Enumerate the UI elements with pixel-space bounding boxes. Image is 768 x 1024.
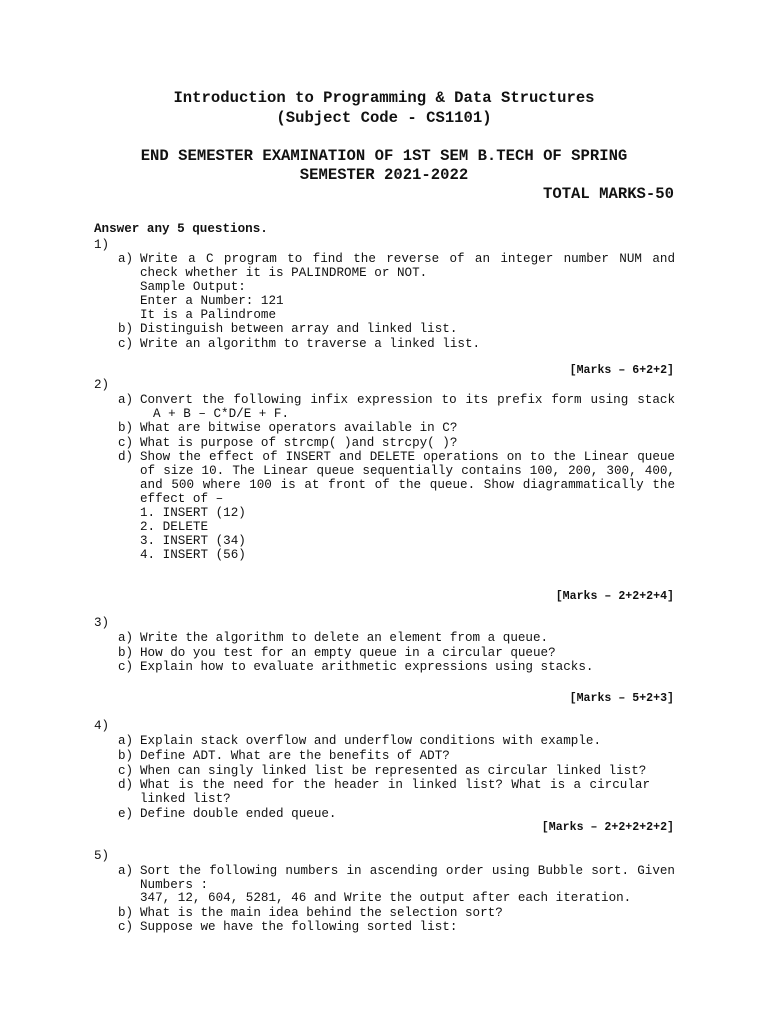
q1a-line1: Write a C program to find the reverse of an integer number NUM and bbox=[140, 252, 675, 266]
q4-marks: [Marks – 2+2+2+2+2] bbox=[541, 821, 674, 834]
total-marks: TOTAL MARKS-50 bbox=[542, 185, 674, 203]
q4e-text: Define double ended queue. bbox=[140, 807, 337, 821]
q3a-text: Write the algorithm to delete an element from a queue. bbox=[140, 631, 549, 645]
exam-title-line2: SEMESTER 2021-2022 bbox=[299, 166, 469, 184]
q2d-line3: and 500 where 100 is at front of the queue. Show diagrammatically the bbox=[140, 478, 675, 492]
q2d-op-2: 2. DELETE bbox=[140, 520, 209, 534]
q2c-label: c) bbox=[118, 436, 134, 450]
q3c-label: c) bbox=[118, 660, 134, 674]
question-4-number: 4) bbox=[94, 719, 110, 733]
q2b-text: What are bitwise operators available in C? bbox=[140, 421, 458, 435]
q2d-line2: of size 10. The Linear queue sequentially contains 100, 200, 300, 400, bbox=[140, 464, 675, 478]
q5a-line1: Sort the following numbers in ascending order using Bubble sort. Given bbox=[140, 864, 675, 878]
q1c-text: Write an algorithm to traverse a linked list. bbox=[140, 337, 481, 351]
q2a-line2: A + B – C*D/E + F. bbox=[153, 407, 290, 421]
q4d-line2: linked list? bbox=[140, 792, 231, 806]
q4a-text: Explain stack overflow and underflow conditions with example. bbox=[140, 734, 602, 748]
q3c-text: Explain how to evaluate arithmetic expressions using stacks. bbox=[140, 660, 594, 674]
question-1-number: 1) bbox=[94, 238, 110, 252]
q3b-label: b) bbox=[118, 646, 134, 660]
q1a-line2: check whether it is PALINDROME or NOT. bbox=[140, 266, 428, 280]
q1a-line4: Enter a Number: 121 bbox=[140, 294, 284, 308]
q5c-label: c) bbox=[118, 920, 134, 934]
q2a-line1: Convert the following infix expression to its prefix form using stack bbox=[140, 393, 675, 407]
q4d-label: d) bbox=[118, 778, 134, 792]
q3a-label: a) bbox=[118, 631, 134, 645]
course-title: Introduction to Programming & Data Structures bbox=[173, 89, 595, 107]
q2b-label: b) bbox=[118, 421, 134, 435]
q1a-line5: It is a Palindrome bbox=[140, 308, 277, 322]
q4a-label: a) bbox=[118, 734, 134, 748]
q4e-label: e) bbox=[118, 807, 134, 821]
q4c-text: When can singly linked list be represented as circular linked list? bbox=[140, 764, 647, 778]
q2d-op-3: 3. INSERT (34) bbox=[140, 534, 246, 548]
q4d-line1: What is the need for the header in linked list? What is a circular bbox=[140, 778, 650, 792]
q4c-label: c) bbox=[118, 764, 134, 778]
q5b-text: What is the main idea behind the selection sort? bbox=[140, 906, 503, 920]
q2d-line1: Show the effect of INSERT and DELETE operations on to the Linear queue bbox=[140, 450, 675, 464]
q2a-label: a) bbox=[118, 393, 134, 407]
q1b-label: b) bbox=[118, 322, 134, 336]
q1-marks: [Marks – 6+2+2] bbox=[569, 364, 674, 377]
q1a-label: a) bbox=[118, 252, 134, 266]
q5a-line3: 347, 12, 604, 5281, 46 and Write the output after each iteration. bbox=[140, 891, 632, 905]
q1a-line3: Sample Output: bbox=[140, 280, 246, 294]
instructions: Answer any 5 questions. bbox=[94, 222, 268, 236]
q1b-text: Distinguish between array and linked list. bbox=[140, 322, 458, 336]
q4b-text: Define ADT. What are the benefits of ADT? bbox=[140, 749, 450, 763]
exam-title-line1: END SEMESTER EXAMINATION OF 1ST SEM B.TECH OF SPRING bbox=[140, 147, 628, 165]
q2d-op-1: 1. INSERT (12) bbox=[140, 506, 246, 520]
q3-marks: [Marks – 5+2+3] bbox=[569, 692, 674, 705]
q2d-label: d) bbox=[118, 450, 134, 464]
q5a-line2: Numbers : bbox=[140, 878, 209, 892]
question-5-number: 5) bbox=[94, 849, 110, 863]
q5b-label: b) bbox=[118, 906, 134, 920]
q1c-label: c) bbox=[118, 337, 134, 351]
subject-code: (Subject Code - CS1101) bbox=[276, 109, 492, 127]
q2c-text: What is purpose of strcmp( )and strcpy( )? bbox=[140, 436, 458, 450]
q5a-label: a) bbox=[118, 864, 134, 878]
q3b-text: How do you test for an empty queue in a circular queue? bbox=[140, 646, 556, 660]
question-3-number: 3) bbox=[94, 616, 110, 630]
q2d-op-4: 4. INSERT (56) bbox=[140, 548, 246, 562]
q2-marks: [Marks – 2+2+2+4] bbox=[555, 590, 674, 603]
q4b-label: b) bbox=[118, 749, 134, 763]
q5c-text: Suppose we have the following sorted list: bbox=[140, 920, 458, 934]
question-2-number: 2) bbox=[94, 378, 110, 392]
q2d-line4: effect of – bbox=[140, 492, 224, 506]
